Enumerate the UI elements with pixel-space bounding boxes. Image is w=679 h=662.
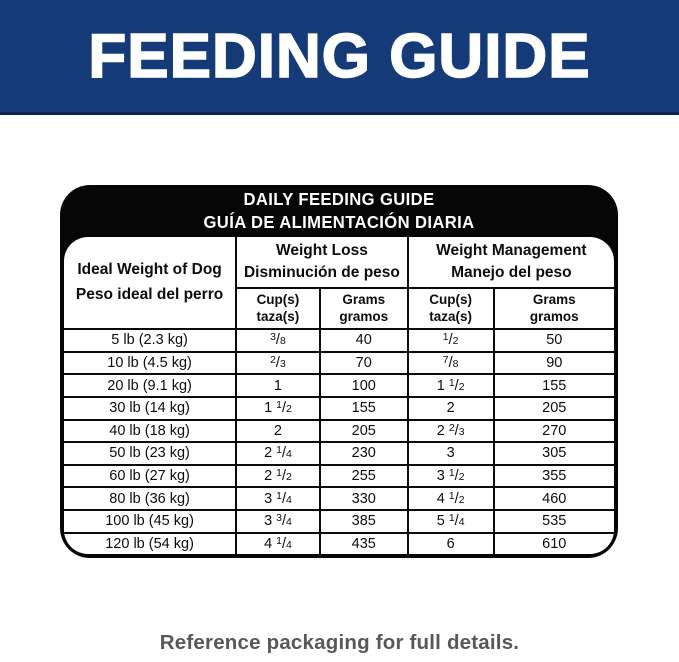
- weight-loss-cups-cell: $^2$/3: [236, 352, 320, 375]
- weight-mgmt-cups-cell: 3: [408, 442, 494, 465]
- weight-loss-cups-cell: 3 $^1$/4: [236, 487, 320, 510]
- weight-loss-grams-cell: 385: [320, 510, 408, 533]
- weight-management-header-es: Manejo del peso: [451, 264, 572, 281]
- weight-mgmt-cups-cell: $^1$/2: [408, 329, 494, 352]
- weight-loss-grams-cell: 40: [320, 329, 408, 352]
- table-row: [64, 465, 614, 488]
- weight-loss-cups-cell: 4 $^1$/4: [236, 533, 320, 554]
- table-row: [64, 510, 614, 533]
- weight-column-header-es: Peso ideal del perro: [75, 285, 224, 303]
- weight-loss-cups-cell: 2 $^1$/4: [236, 442, 320, 465]
- daily-feeding-guide-card: [60, 185, 618, 558]
- weight-mgmt-grams-cell: 205: [494, 397, 614, 420]
- weight-mgmt-cups-cell: 1 $^1$/2: [408, 374, 494, 397]
- weight-loss-grams-cell: 435: [320, 533, 408, 554]
- weight-loss-grams-cell: 255: [320, 465, 408, 488]
- weight-loss-cups-cell: 3 $^3$/4: [236, 510, 320, 533]
- table-row: [64, 329, 614, 352]
- table-row: [64, 420, 614, 443]
- card-title: [74, 185, 604, 237]
- feeding-table-area: [64, 237, 614, 554]
- weight-mgmt-grams-cell: 50: [494, 329, 614, 352]
- weight-loss-grams-cell: 155: [320, 397, 408, 420]
- group-header-row: [64, 237, 614, 288]
- table-row: [64, 442, 614, 465]
- table-row: [64, 352, 614, 375]
- weight-mgmt-cups-cell: 3 $^1$/2: [408, 465, 494, 488]
- weight-loss-cups-cell: 1 $^1$/2: [236, 397, 320, 420]
- feeding-guide-banner: [0, 0, 679, 115]
- weight-mgmt-grams-cell: 535: [494, 510, 614, 533]
- banner-title: FEEDING GUIDE: [88, 21, 591, 91]
- weight-mgmt-cups-cell: 6: [408, 533, 494, 554]
- weight-cell: 120 lb (54 kg): [64, 533, 236, 554]
- weight-loss-grams-cell: 70: [320, 352, 408, 375]
- card-title-es: GUÍA DE ALIMENTACIÓN DIARIA: [203, 212, 475, 232]
- weight-mgmt-grams-cell: 270: [494, 420, 614, 443]
- weight-mgmt-grams-cell: 90: [494, 352, 614, 375]
- weight-cell: 80 lb (36 kg): [64, 487, 236, 510]
- wl-grams-header: Grams gramos: [320, 288, 408, 329]
- weight-cell: 50 lb (23 kg): [64, 442, 236, 465]
- weight-cell: 40 lb (18 kg): [64, 420, 236, 443]
- weight-mgmt-cups-cell: 2: [408, 397, 494, 420]
- weight-mgmt-cups-cell: 5 $^1$/4: [408, 510, 494, 533]
- weight-cell: 20 lb (9.1 kg): [64, 374, 236, 397]
- weight-loss-group-header: [236, 237, 408, 288]
- weight-mgmt-grams-cell: 305: [494, 442, 614, 465]
- weight-cell: 10 lb (4.5 kg): [64, 352, 236, 375]
- weight-loss-cups-cell: 1: [236, 374, 320, 397]
- footer-note: Reference packaging for full details.: [159, 631, 520, 654]
- weight-management-header-en: Weight Management: [436, 242, 587, 260]
- weight-cell: 30 lb (14 kg): [64, 397, 236, 420]
- weight-loss-grams-cell: 230: [320, 442, 408, 465]
- weight-mgmt-grams-cell: 610: [494, 533, 614, 554]
- feeding-table-body: [64, 329, 614, 554]
- table-row: [64, 487, 614, 510]
- weight-loss-grams-cell: 100: [320, 374, 408, 397]
- weight-mgmt-cups-cell: 2 $^2$/3: [408, 420, 494, 443]
- weight-cell: 60 lb (27 kg): [64, 465, 236, 488]
- wm-grams-header: Grams gramos: [494, 288, 614, 329]
- table-row: [64, 374, 614, 397]
- weight-loss-grams-cell: 330: [320, 487, 408, 510]
- table-row: [64, 533, 614, 554]
- weight-mgmt-cups-cell: $^7$/8: [408, 352, 494, 375]
- weight-mgmt-grams-cell: 355: [494, 465, 614, 488]
- weight-loss-cups-cell: $^3$/8: [236, 329, 320, 352]
- wl-cups-header: Cup(s) taza(s): [236, 288, 320, 329]
- feeding-table: [64, 237, 614, 554]
- weight-loss-cups-cell: 2: [236, 420, 320, 443]
- weight-mgmt-cups-cell: 4 $^1$/2: [408, 487, 494, 510]
- weight-column-header: [64, 237, 236, 329]
- card-title-en: DAILY FEEDING GUIDE: [243, 188, 435, 209]
- weight-cell: 5 lb (2.3 kg): [64, 329, 236, 352]
- weight-mgmt-grams-cell: 155: [494, 374, 614, 397]
- weight-management-group-header: [408, 237, 614, 288]
- table-row: [64, 397, 614, 420]
- weight-cell: 100 lb (45 kg): [64, 510, 236, 533]
- weight-loss-header-es: Disminución de peso: [243, 264, 400, 281]
- weight-column-header-en: Ideal Weight of Dog: [77, 261, 222, 279]
- weight-loss-grams-cell: 205: [320, 420, 408, 443]
- wm-cups-header: Cup(s) taza(s): [408, 288, 494, 329]
- weight-loss-cups-cell: 2 $^1$/2: [236, 465, 320, 488]
- weight-loss-header-en: Weight Loss: [276, 242, 368, 260]
- weight-mgmt-grams-cell: 460: [494, 487, 614, 510]
